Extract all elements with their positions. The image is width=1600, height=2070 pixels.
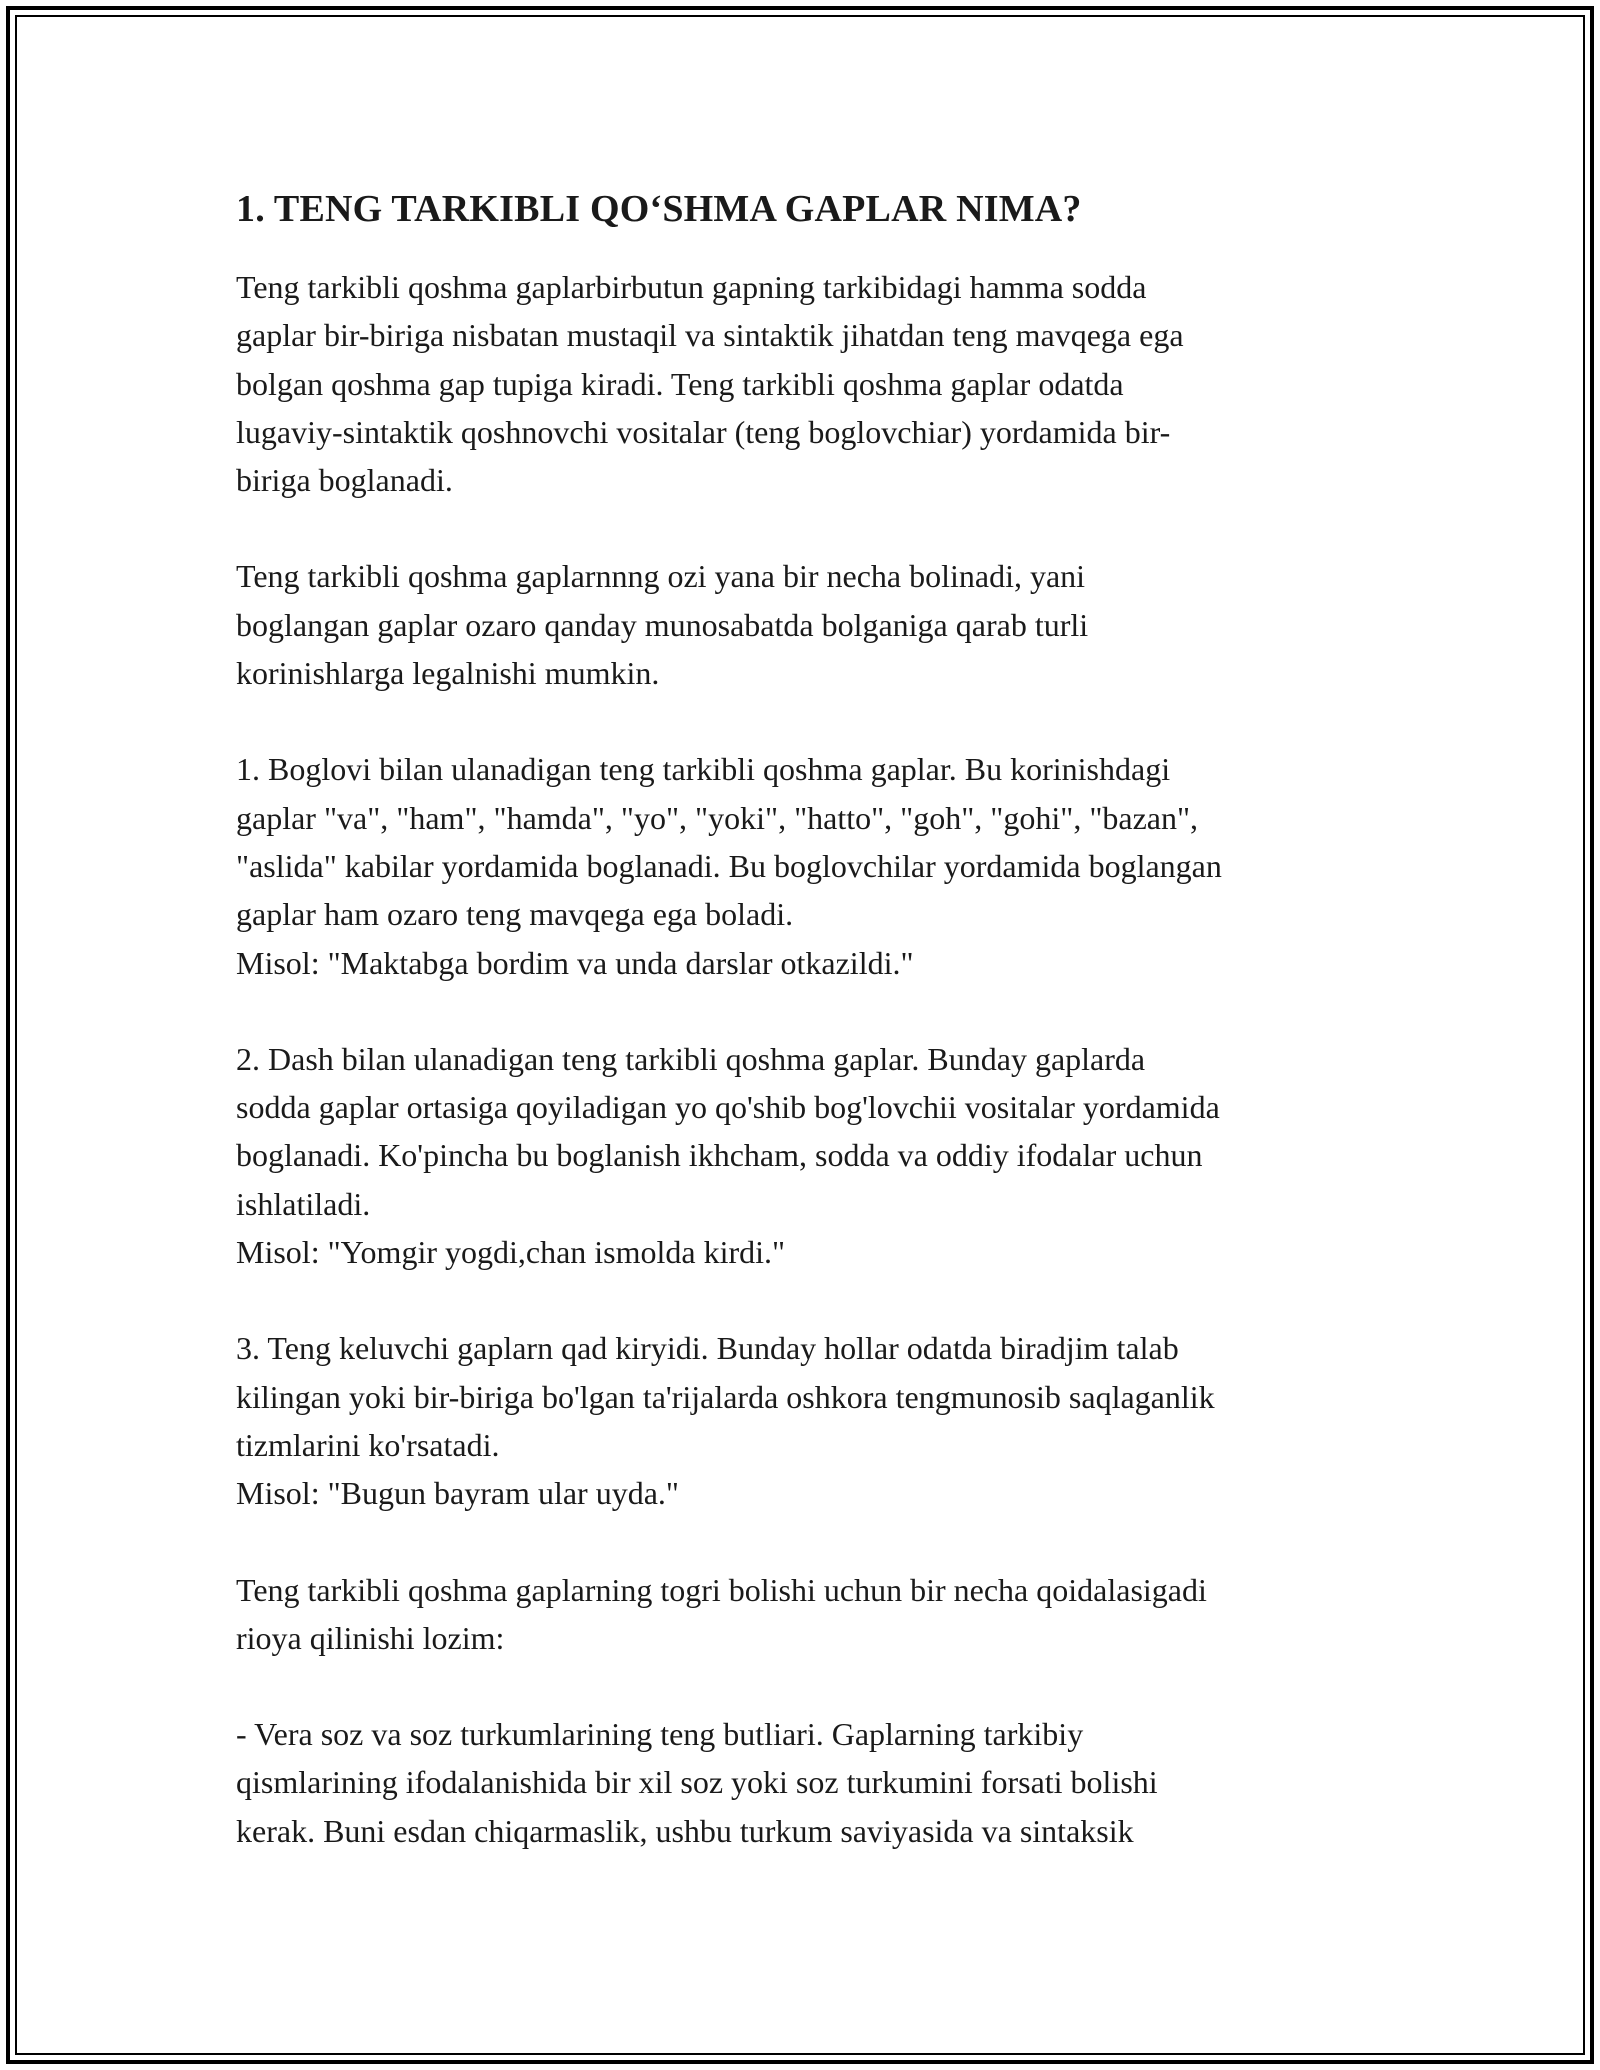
text-line: korinishlarga legalnishi mumkin. xyxy=(236,655,660,692)
text-line: qismlarining ifodalanishida bir xil soz yoki soz turkumini forsati bolishi xyxy=(236,1764,1158,1801)
text-line: boglangan gaplar ozaro qanday munosabatda bolganiga qarab turli xyxy=(236,606,1089,643)
text-line: Teng tarkibli qoshma gaplarbirbutun gapning tarkibidagi hamma sodda xyxy=(236,269,1147,305)
paragraph xyxy=(236,1035,1376,1276)
text-line: gaplar "va", "ham", "hamda", "yo", "yoki", "hatto", "goh", "gohi", "bazan", xyxy=(236,799,1199,836)
text-line: biriga boglanadi. xyxy=(236,462,453,499)
text-line: 1. Boglovi bilan ulanadigan teng tarkibli qoshma gaplar. Bu korinishdagi xyxy=(236,751,1171,788)
text-line: bolgan qoshma gap tupiga kiradi. Teng tarkibli qoshma gaplar odatda xyxy=(236,365,1124,402)
text-line: tizmlarini ko'rsatadi. xyxy=(236,1426,500,1463)
paragraph xyxy=(236,552,1376,697)
paragraph xyxy=(236,1324,1376,1517)
text-line: "aslida" kabilar yordamida boglanadi. Bu boglovchilar yordamida boglangan xyxy=(236,847,1222,884)
text-line: Misol: "Yomgir yogdi,chan ismolda kirdi." xyxy=(236,1234,786,1271)
paragraph xyxy=(236,1710,1376,1855)
text-line: Teng tarkibli qoshma gaplarnnng ozi yana bir necha bolinadi, yani xyxy=(236,558,1086,595)
text-line: Misol: "Maktabga bordim va unda darslar otkazildi." xyxy=(236,944,914,981)
text-line: 3. Teng keluvchi gaplarn qad kiryidi. Bunday hollar odatda biradjim talab xyxy=(236,1330,1179,1367)
text-line: gaplar bir-biriga nisbatan mustaqil va sintaktik jihatdan teng mavqega ega xyxy=(236,317,1184,354)
text-line: ishlatiladi. xyxy=(236,1185,371,1222)
text-line: kilingan yoki bir-biriga bo'lgan ta'rijalarda oshkora tengmunosib saqlaganlik xyxy=(236,1378,1215,1415)
paragraph xyxy=(236,1566,1376,1663)
text-line: rioya qilinishi lozim: xyxy=(236,1619,505,1656)
text-line: 2. Dash bilan ulanadigan teng tarkibli qoshma gaplar. Bunday gaplarda xyxy=(236,1040,1146,1077)
paragraph xyxy=(236,263,1376,504)
text-line: Teng tarkibli qoshma gaplarning togri bolishi uchun bir necha qoidalasigadi xyxy=(236,1571,1207,1608)
text-line: kerak. Buni esdan chiqarmaslik, ushbu turkum saviyasida va sintaksik xyxy=(236,1812,1134,1849)
text-line: - Vera soz va soz turkumlarining teng butliari. Gaplarning tarkibiy xyxy=(236,1716,1084,1753)
document-page xyxy=(236,185,1376,1903)
text-line: boglanadi. Ko'pincha bu boglanish ikhcham, sodda va oddiy ifodalar uchun xyxy=(236,1137,1203,1174)
paragraph xyxy=(236,745,1376,986)
text-line: Misol: "Bugun bayram ular uyda." xyxy=(236,1475,679,1512)
document-title: 1. TENG TARKIBLI QO‘SHMA GAPLAR NIMA? xyxy=(236,188,1082,230)
document-body xyxy=(236,263,1376,1855)
text-line: lugaviy-sintaktik qoshnovchi vositalar (teng boglovchiar) yordamida bir- xyxy=(236,413,1171,450)
text-line: gaplar ham ozaro teng mavqega ega boladi. xyxy=(236,896,794,933)
text-line: sodda gaplar ortasiga qoyiladigan yo qo'shib bog'lovchii vositalar yordamida xyxy=(236,1089,1220,1126)
